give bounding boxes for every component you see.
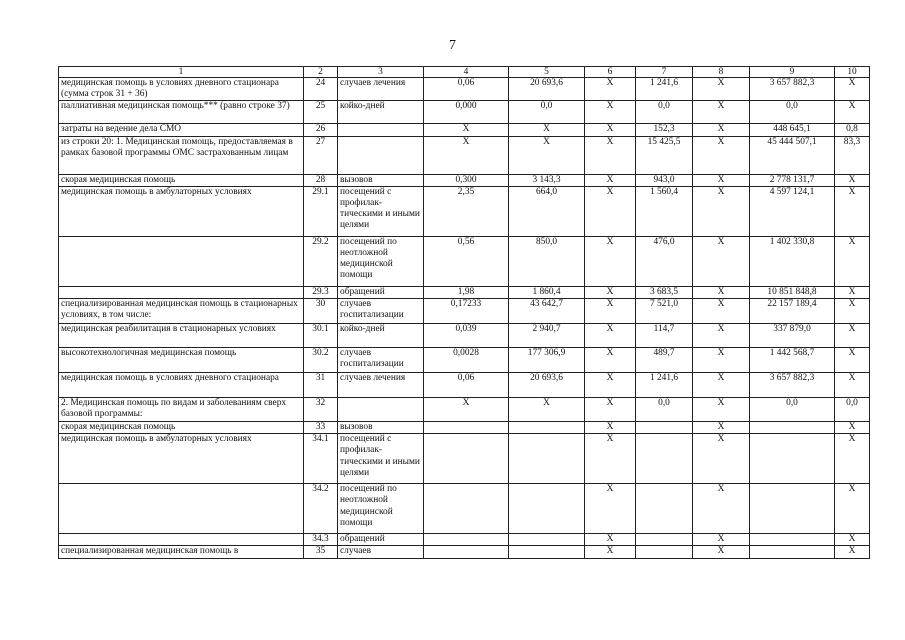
table-row [59,136,870,174]
table-cell-col2: 34.2 [304,484,338,534]
table-cell-col4: 0,039 [424,324,509,348]
header-cell: 4 [424,67,509,78]
table-cell-col2: 24 [304,78,338,101]
table-cell-col2: 29.3 [304,286,338,298]
table-row [59,78,870,101]
table-cell-col1: скорая медицинская помощь [59,174,304,186]
table-cell-col8: X [693,78,750,101]
table-cell-col1: скорая медицинская помощь [59,422,304,434]
table-cell-col10: X [835,422,870,434]
table-cell-col4: 0,56 [424,236,509,286]
table-cell-col9: 1 442 568,7 [750,348,835,373]
table-cell-col7: 0,0 [636,398,693,422]
table-cell-col4: 0,06 [424,373,509,398]
table-cell-col1 [59,286,304,298]
header-cell: 5 [509,67,585,78]
table-cell-col1 [59,484,304,534]
table-cell-col10: X [835,186,870,236]
table-cell-col10: X [835,286,870,298]
header-cell: 9 [750,67,835,78]
table-row [59,484,870,534]
table-cell-col9 [750,534,835,546]
table-cell-col8: X [693,299,750,324]
table-cell-col10: X [835,174,870,186]
table-cell-col10: 83,3 [835,136,870,174]
header-row [59,67,870,78]
table-cell-col6: X [585,373,636,398]
table-cell-col8: X [693,174,750,186]
table-cell-col1: медицинская помощь в условиях дневного стационара [59,373,304,398]
table-cell-col5 [509,546,585,558]
table-cell-col7 [636,546,693,558]
table-cell-col3: случаев лечения [338,373,424,398]
table-cell-col7: 7 521,0 [636,299,693,324]
table-cell-col6: X [585,422,636,434]
table-row [59,236,870,286]
table-cell-col3: посещений по неотложной медицинской помощи [338,236,424,286]
table-row [59,534,870,546]
table-cell-col8: X [693,236,750,286]
table-cell-col2: 29.2 [304,236,338,286]
table-cell-col5 [509,434,585,484]
table-cell-col5 [509,484,585,534]
table-cell-col7: 1 241,6 [636,373,693,398]
table-cell-col7: 1 241,6 [636,78,693,101]
table-cell-col7: 489,7 [636,348,693,373]
table-cell-col4: X [424,136,509,174]
table-cell-col1: паллиативная медицинская помощь*** (равно строке 37) [59,101,304,124]
table-cell-col7: 1 560,4 [636,186,693,236]
table-cell-col3: случаев госпитализации [338,299,424,324]
table-cell-col2: 26 [304,124,338,136]
table-cell-col2: 35 [304,546,338,558]
table-cell-col8: X [693,398,750,422]
table-row [59,324,870,348]
table-cell-col5: 20 693,6 [509,373,585,398]
page-number: 7 [449,38,456,53]
table-cell-col10: X [835,324,870,348]
table-cell-col7 [636,484,693,534]
table-cell-col1: специализированная медицинская помощь в стационарных условиях, в том числе: [59,299,304,324]
table-cell-col10: X [835,78,870,101]
table-row [59,299,870,324]
table-cell-col6: X [585,434,636,484]
table-cell-col3: посещений по неотложной медицинской помощи [338,484,424,534]
table-cell-col10: 0,0 [835,398,870,422]
table-cell-col1 [59,236,304,286]
table-cell-col3 [338,398,424,422]
table-cell-col6: X [585,236,636,286]
table-cell-col8: X [693,324,750,348]
table-cell-col7 [636,534,693,546]
table-cell-col9: 448 645,1 [750,124,835,136]
table-cell-col9: 2 778 131,7 [750,174,835,186]
table-cell-col5: 850,0 [509,236,585,286]
table-cell-col8: X [693,136,750,174]
table-row [59,348,870,373]
table-cell-col5: 177 306,9 [509,348,585,373]
table-cell-col9: 3 657 882,3 [750,373,835,398]
table-cell-col6: X [585,136,636,174]
table-cell-col2: 27 [304,136,338,174]
table-cell-col6: X [585,299,636,324]
table-cell-col10: X [835,236,870,286]
table-cell-col8: X [693,124,750,136]
table-cell-col3: вызовов [338,422,424,434]
table-cell-col3: случаев [338,546,424,558]
table-cell-col4: X [424,398,509,422]
table-cell-col9: 4 597 124,1 [750,186,835,236]
header-cell: 1 [59,67,304,78]
table-cell-col2: 30.2 [304,348,338,373]
table-cell-col4: 0,300 [424,174,509,186]
table-cell-col3: койко-дней [338,324,424,348]
table-cell-col9: 0,0 [750,398,835,422]
table-cell-col10: X [835,101,870,124]
table-cell-col8: X [693,434,750,484]
table-cell-col5: 0,0 [509,101,585,124]
table-cell-col9: 10 851 848,8 [750,286,835,298]
table-cell-col5: 20 693,6 [509,78,585,101]
table-cell-col1: медицинская реабилитация в стационарных условиях [59,324,304,348]
table-cell-col6: X [585,124,636,136]
table-cell-col8: X [693,534,750,546]
header-cell: 7 [636,67,693,78]
table-cell-col4 [424,484,509,534]
table-cell-col3 [338,136,424,174]
table-row [59,101,870,124]
header-cell: 8 [693,67,750,78]
table-cell-col1: специализированная медицинская помощь в [59,546,304,558]
header-cell: 10 [835,67,870,78]
table-cell-col10: X [835,534,870,546]
table-cell-col8: X [693,546,750,558]
table-cell-col5: X [509,136,585,174]
table-cell-col2: 31 [304,373,338,398]
table-cell-col6: X [585,186,636,236]
table-cell-col3: посещений с профилак-тическими и иными целями [338,434,424,484]
table-cell-col7 [636,422,693,434]
table-cell-col7: 0,0 [636,101,693,124]
table-cell-col4 [424,422,509,434]
table-cell-col3: вызовов [338,174,424,186]
table-cell-col3: койко-дней [338,101,424,124]
table-cell-col3: случаев госпитализации [338,348,424,373]
table-cell-col5 [509,534,585,546]
table-cell-col2: 34.1 [304,434,338,484]
table-cell-col6: X [585,324,636,348]
table-cell-col8: X [693,373,750,398]
table-cell-col2: 33 [304,422,338,434]
table-cell-col5: 43 642,7 [509,299,585,324]
table-cell-col8: X [693,484,750,534]
table-cell-col9 [750,434,835,484]
table-cell-col5: X [509,398,585,422]
table-cell-col2: 34.3 [304,534,338,546]
table-cell-col10: 0,8 [835,124,870,136]
table-cell-col4: 2,35 [424,186,509,236]
table-cell-col10: X [835,434,870,484]
table-cell-col6: X [585,286,636,298]
table-cell-col10: X [835,348,870,373]
table-cell-col4 [424,534,509,546]
table-cell-col9: 22 157 189,4 [750,299,835,324]
table-cell-col3: обращений [338,534,424,546]
table-cell-col2: 32 [304,398,338,422]
table-cell-col5: 3 143,3 [509,174,585,186]
table-cell-col5: 1 860,4 [509,286,585,298]
table-cell-col1: медицинская помощь в условиях дневного стационара (сумма строк 31 + 36) [59,78,304,101]
header-cell: 6 [585,67,636,78]
table-cell-col4: 0,17233 [424,299,509,324]
table-cell-col1: из строки 20: 1. Медицинская помощь, предоставляемая в рамках базовой программы ОМС застрахованным лицам [59,136,304,174]
table-cell-col10: X [835,299,870,324]
table-cell-col6: X [585,484,636,534]
table-cell-col3 [338,124,424,136]
table-cell-col9 [750,484,835,534]
table-cell-col9: 3 657 882,3 [750,78,835,101]
table-cell-col6: X [585,78,636,101]
table-cell-col7: 152,3 [636,124,693,136]
table-cell-col4 [424,434,509,484]
table-cell-col3: случаев лечения [338,78,424,101]
table-cell-col9: 337 879,0 [750,324,835,348]
table-cell-col10: X [835,373,870,398]
table-cell-col1: высокотехнологичная медицинская помощь [59,348,304,373]
table-cell-col10: X [835,484,870,534]
table-cell-col2: 25 [304,101,338,124]
table-row [59,422,870,434]
table-cell-col7: 476,0 [636,236,693,286]
table-cell-col4: 1,98 [424,286,509,298]
table-cell-col6: X [585,348,636,373]
table-cell-col6: X [585,546,636,558]
table-cell-col6: X [585,174,636,186]
table-cell-col9: 45 444 507,1 [750,136,835,174]
data-table [58,66,870,559]
table-cell-col9 [750,546,835,558]
table-cell-col8: X [693,101,750,124]
table-cell-col9: 1 402 330,8 [750,236,835,286]
table-row [59,398,870,422]
table-cell-col7: 114,7 [636,324,693,348]
table-cell-col4: 0,000 [424,101,509,124]
table-cell-col4 [424,546,509,558]
table-cell-col2: 30.1 [304,324,338,348]
header-cell: 2 [304,67,338,78]
table-cell-col5: 2 940,7 [509,324,585,348]
table-row [59,286,870,298]
table-row [59,174,870,186]
table-cell-col9: 0,0 [750,101,835,124]
table-cell-col8: X [693,186,750,236]
table-row [59,373,870,398]
table-cell-col8: X [693,286,750,298]
table-cell-col7: 15 425,5 [636,136,693,174]
table-cell-col2: 29.1 [304,186,338,236]
table-cell-col3: посещений с профилак-тическими и иными целями [338,186,424,236]
table-cell-col4: X [424,124,509,136]
header-cell: 3 [338,67,424,78]
table-cell-col1: медицинская помощь в амбулаторных условиях [59,186,304,236]
table-cell-col10: X [835,546,870,558]
table-cell-col1: медицинская помощь в амбулаторных условиях [59,434,304,484]
table-cell-col1: затраты на ведение дела СМО [59,124,304,136]
table-cell-col5: 664,0 [509,186,585,236]
table-row [59,434,870,484]
table-cell-col2: 30 [304,299,338,324]
table-cell-col3: обращений [338,286,424,298]
table-cell-col7 [636,434,693,484]
table-cell-col1 [59,534,304,546]
table-cell-col8: X [693,422,750,434]
table-cell-col2: 28 [304,174,338,186]
table-row [59,124,870,136]
table-row [59,186,870,236]
table-cell-col5 [509,422,585,434]
table-cell-col6: X [585,398,636,422]
table-row [59,546,870,558]
table-cell-col8: X [693,348,750,373]
table-cell-col6: X [585,534,636,546]
table-cell-col6: X [585,101,636,124]
table-cell-col4: 0,06 [424,78,509,101]
table-cell-col5: X [509,124,585,136]
table-cell-col7: 943,0 [636,174,693,186]
table-cell-col9 [750,422,835,434]
table-cell-col7: 3 683,5 [636,286,693,298]
table-cell-col4: 0,0028 [424,348,509,373]
table-cell-col1: 2. Медицинская помощь по видам и заболеваниям сверх базовой программы: [59,398,304,422]
